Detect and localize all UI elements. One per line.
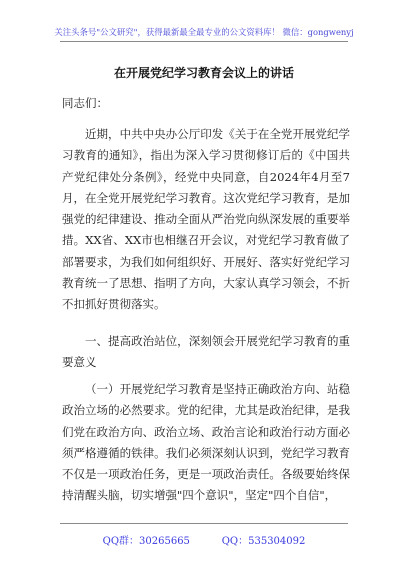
paragraph-subsection-1: （一）开展党纪学习教育是坚持正确政治方向、站稳政治立场的必然要求。党的纪律，尤其是政治纪律，是我们党在政治方向、政治立场、政治言论和政治行动方面必须严格遵循的铁律。我们必须深刻认识到，党纪学习教育不仅是一项政治任务，更是一项政治责任。各级要始终保持清醒头脑，切实增强"四个意识"，坚定"四个自信"， (62, 382, 350, 503)
header-promo-note: 关注头条号"公文研究"，获得最新最全最专业的公文资料库！ 微信：gongwenyj (54, 27, 354, 37)
footer-contact: QQ群：30265665 QQ：535304092 (102, 536, 306, 547)
header-divider (60, 41, 348, 42)
paragraph-introduction: 近期，中共中央办公厅印发《关于在全党开展党纪学习教育的通知》，指出为深入学习贯彻修订后的《中国共产党纪律处分条例》，经党中央同意，自2024年4月至7月，在全党开展党纪学习教育。这次党纪学习教育，是加强党的纪律建设、推动全面从严治党向纵深发展的重要举措。XX省、XX市也相继召开会议，对党纪学习教育做了部署要求，为我们如何组织好、开展好、落实好党纪学习教育统一了思想、指明了方向，大家认真学习领会，不折不扣抓好贯彻落实。 (62, 127, 350, 312)
salutation: 同志们： (62, 96, 108, 110)
document-title: 在开展党纪学习教育会议上的讲话 (113, 66, 294, 80)
footer-divider (60, 523, 348, 524)
section-heading-1: 一、提高政治站位，深刻领会开展党纪学习教育的重要意义 (62, 334, 350, 370)
